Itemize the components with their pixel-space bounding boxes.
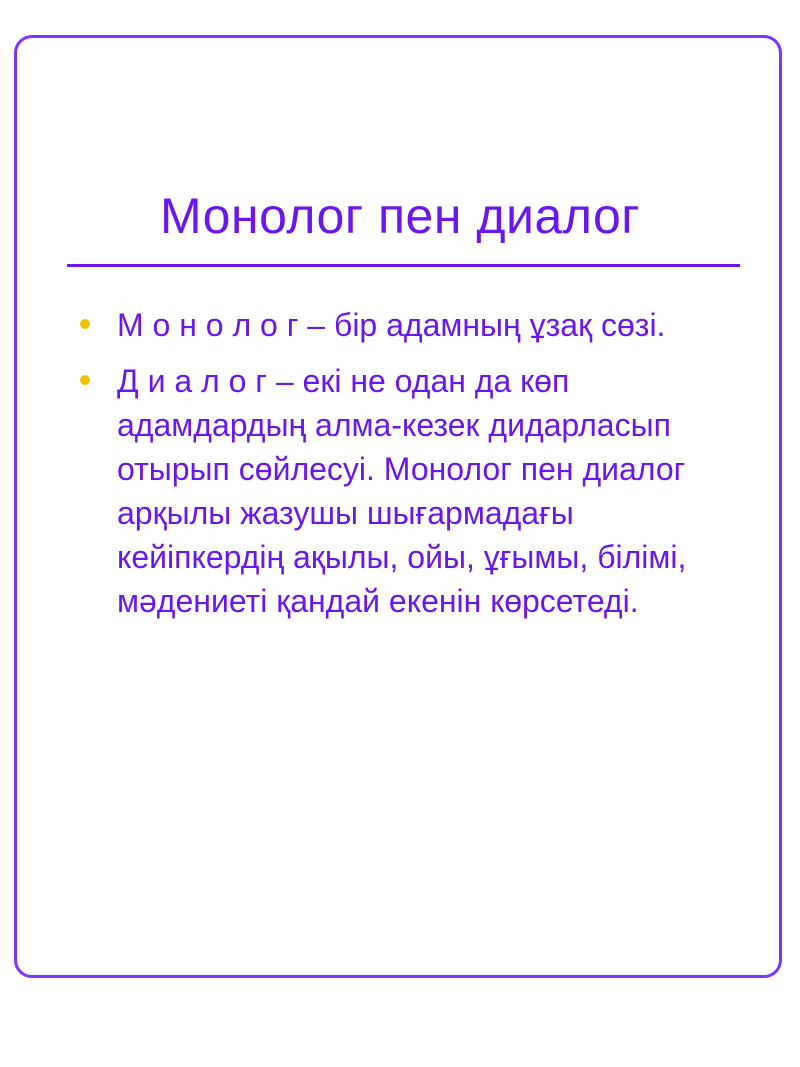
monolog-definition: – бір адамның ұзақ сөзі. bbox=[298, 307, 666, 343]
bullet-dot-icon bbox=[80, 319, 90, 329]
bullet-dialog bbox=[77, 359, 747, 623]
dialog-definition: – екі не одан да көп адамдардың алма-кезек дидарласып отырып сөйлесуі. Монолог пен диалог арқылы жазушы шығармадағы кейіпкердің ақылы, ойы, ұғымы, білімі, мәдениеті қандай екенін көрсетеді. bbox=[117, 363, 687, 619]
monolog-term: М о н о л о г bbox=[117, 307, 299, 343]
dialog-term: Д и а л о г bbox=[117, 363, 267, 399]
bullet-list bbox=[77, 303, 747, 635]
bullet-monolog bbox=[77, 303, 747, 347]
title-underline bbox=[67, 264, 740, 267]
bullet-dot-icon bbox=[80, 375, 90, 385]
slide-title: Монолог пен диалог bbox=[159, 188, 641, 244]
